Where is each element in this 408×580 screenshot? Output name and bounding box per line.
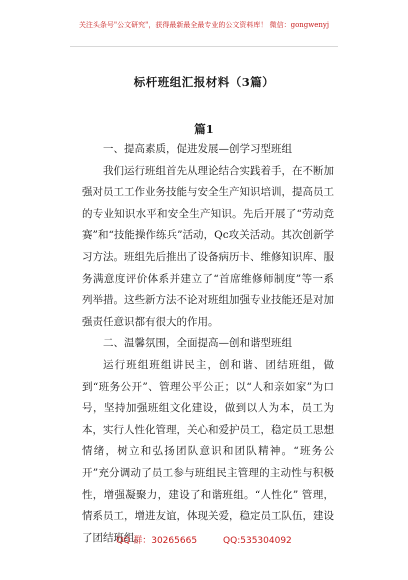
paragraph-heading-1: 一、提高素质，促进发展—创学习型班组 (103, 143, 292, 155)
header-divider (70, 46, 338, 47)
header-promo-text: 关注头条号"公文研究"，获得最新最全最专业的公文资料库！ 微信：gongwenyj (78, 21, 330, 29)
paragraph: 我们运行班组首先从理论结合实践着手，在不断加强对员工工作业务技能与安全生产知识培训，提高员工的专业知识水平和安全生产知识。先后开展了“劳动竞赛”和“技能操作练兵”活动，Qc攻关活动。其次创新学习方法。班组先后推出了设备病历卡、维修知识库、服务满意度评价体系并建立了“首席维修师制度”等一系列举措。这些新方法不论对班组加强专业技能还是对加强责任意识都有很大的作用。 (82, 164, 334, 328)
paragraph-heading-2: 二、温馨氛围，全面提高—创和谐型班组 (103, 337, 292, 350)
section-title: 篇1 (194, 122, 214, 136)
footer-contact (0, 533, 408, 546)
footer-qq-group: QQ 群：30265665 (116, 536, 198, 546)
document-title: 标杆班组汇报材料（3篇） (133, 75, 275, 89)
paragraph: 运行班组班组讲民主，创和谐、团结班组，做到“班务公开”、管理公平公正；以“人和亲如家”为口号，坚持加强班组文化建设，做到以人为本，员工为本，实行人性化管理，关心和爱护员工，稳定员工思想情绪，树立和弘扬团队意识和团队精神。“班务公开”充分调动了员工参与班组民主管理的主动性与积极性，增强凝聚力，建设了和谐班组。“人性化” 管理，情系员工，增进友谊，体现关爱，稳定员工队伍，建设了团结班组。 (82, 358, 334, 544)
footer-qq: QQ:535304092 (223, 536, 292, 546)
document-body (82, 139, 334, 549)
